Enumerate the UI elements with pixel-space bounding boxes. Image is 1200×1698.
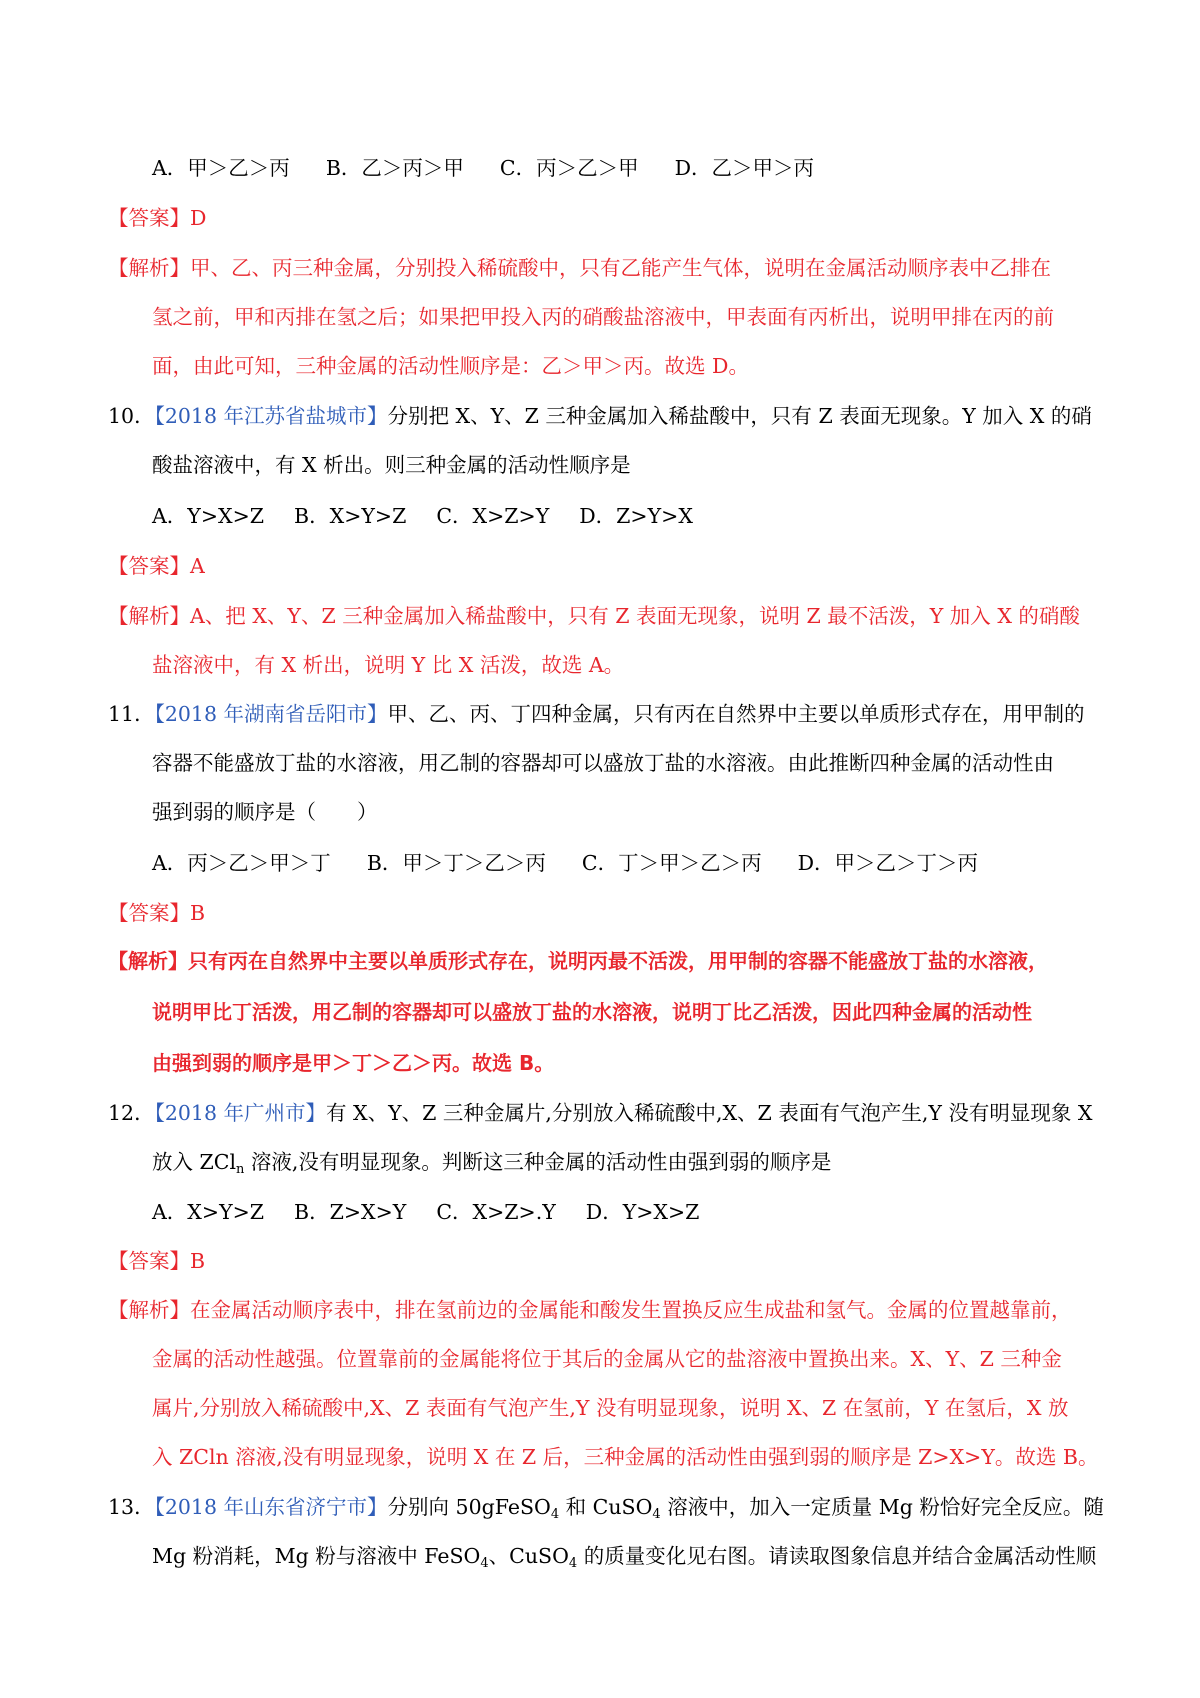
answer-label: 【答案】: [108, 901, 190, 925]
q10-option-d: D．Z>Y>X: [579, 504, 693, 528]
answer-value: B: [190, 1249, 206, 1273]
answer-label: 【答案】: [108, 1249, 190, 1273]
question-number: 13．: [108, 1495, 155, 1519]
q9-answer: [0, 198, 1200, 238]
stem-text: 放入 ZCl: [152, 1150, 237, 1174]
q10-stem-line-1: [0, 396, 1200, 436]
stem-text: 溶液,没有明显现象。判断这三种金属的活动性由强到弱的顺序是: [244, 1150, 832, 1174]
answer-value: A: [190, 554, 205, 578]
q11-stem-line-2: 容器不能盛放丁盐的水溶液，用乙制的容器却可以盛放丁盐的水溶液。由此推断四种金属的活动性由: [152, 751, 1054, 775]
analysis-label: 【解析】: [108, 949, 188, 973]
q9-option-b: B．乙＞丙＞甲: [325, 156, 464, 180]
q9-analysis-line-3: 面，由此可知，三种金属的活动性顺序是：乙＞甲＞丙。故选 D。: [152, 354, 749, 378]
stem-text: 有 X、Y、Z 三种金属片,分别放入稀硫酸中,X、Z 表面有气泡产生,Y 没有明显现象 X: [326, 1101, 1093, 1125]
q12-analysis-line-2: 金属的活动性越强。位置靠前的金属能将位于其后的金属从它的盐溶液中置换出来。X、Y、Z 三种金: [152, 1347, 1062, 1371]
q10-answer: [0, 546, 1200, 586]
q13-stem-line-1: [0, 1487, 1200, 1527]
q12-option-b: B．Z>X>Y: [294, 1200, 407, 1224]
q13-stem-line-2: [0, 1536, 1200, 1576]
q11-options: [0, 843, 1200, 883]
q12-option-d: D．Y>X>Z: [585, 1200, 700, 1224]
q12-options: [0, 1192, 1200, 1232]
stem-text: 分别向 50gFeSO: [387, 1495, 551, 1519]
q10-stem-line-2: 酸盐溶液中，有 X 析出。则三种金属的活动性顺序是: [152, 453, 631, 477]
stem-text: 和 CuSO: [559, 1495, 653, 1519]
question-number: 12．: [108, 1101, 155, 1125]
q12-answer: [0, 1241, 1200, 1281]
analysis-label: 【解析】: [108, 1298, 190, 1322]
q11-option-a: A．丙＞乙＞甲＞丁: [152, 851, 331, 875]
stem-text: 甲、乙、丙、丁四种金属，只有丙在自然界中主要以单质形式存在，用甲制的: [387, 702, 1085, 726]
stem-text: 、CuSO: [488, 1544, 569, 1568]
subscript: 4: [652, 1507, 661, 1522]
answer-value: D: [190, 206, 207, 230]
q11-analysis-line-2: 说明甲比丁活泼，用乙制的容器却可以盛放丁盐的水溶液，说明丁比乙活泼，因此四种金属的活动性: [152, 1000, 1032, 1024]
q11-analysis-line-1: [0, 941, 1200, 981]
q11-option-d: D．甲＞乙＞丁＞丙: [797, 851, 979, 875]
analysis-text: 只有丙在自然界中主要以单质形式存在，说明丙最不活泼，用甲制的容器不能盛放丁盐的水溶液，: [188, 949, 1048, 973]
analysis-label: 【解析】: [108, 604, 190, 628]
q12-stem-line-1: [0, 1093, 1200, 1133]
subscript: n: [236, 1162, 245, 1177]
q10-option-a: A．Y>X>Z: [152, 504, 265, 528]
q11-answer: [0, 893, 1200, 933]
q9-option-c: C．丙＞乙＞甲: [499, 156, 639, 180]
q12-analysis-line-1: [0, 1290, 1200, 1330]
stem-text: 的质量变化见右图。请读取图象信息并结合金属活动性顺: [577, 1544, 1097, 1568]
question-source: 【2018 年广州市】: [154, 1101, 327, 1125]
q11-stem-line-1: [0, 694, 1200, 734]
q12-option-a: A．X>Y>Z: [152, 1200, 265, 1224]
analysis-text: 在金属活动顺序表中，排在氢前边的金属能和酸发生置换反应生成盐和氢气。金属的位置越靠前，: [190, 1298, 1072, 1322]
q10-option-b: B．X>Y>Z: [294, 504, 407, 528]
q9-analysis-line-1: [0, 248, 1200, 288]
q10-analysis-line-2: 盐溶液中，有 X 析出，说明 Y 比 X 活泼，故选 A。: [152, 653, 625, 677]
subscript: 4: [480, 1556, 489, 1571]
q10-analysis-line-1: [0, 596, 1200, 636]
q11-option-b: B．甲＞丁＞乙＞丙: [366, 851, 546, 875]
subscript: 4: [550, 1507, 560, 1522]
analysis-text: 甲、乙、丙三种金属，分别投入稀硫酸中，只有乙能产生气体，说明在金属活动顺序表中乙排在: [190, 256, 1051, 280]
question-source: 【2018 年江苏省盐城市】: [154, 404, 388, 428]
q12-analysis-line-4: 入 ZCln 溶液,没有明显现象，说明 X 在 Z 后，三种金属的活动性由强到弱的顺序是 Z>X>Y。故选 B。: [152, 1445, 1099, 1469]
question-number: 11．: [108, 702, 155, 726]
stem-text: Mg 粉消耗，Mg 粉与溶液中 FeSO: [152, 1544, 481, 1568]
q10-options: [0, 496, 1200, 536]
q9-option-a: A．甲＞乙＞丙: [152, 156, 290, 180]
q9-option-d: D．乙＞甲＞丙: [674, 156, 815, 180]
q12-stem-line-2: [0, 1142, 1200, 1182]
q9-options: [0, 148, 1200, 188]
stem-text: 溶液中，加入一定质量 Mg 粉恰好完全反应。随: [660, 1495, 1104, 1519]
q11-analysis-line-3: 由强到弱的顺序是甲＞丁＞乙＞丙。故选 B。: [152, 1051, 555, 1075]
question-number: 10．: [108, 404, 155, 428]
q12-analysis-line-3: 属片,分别放入稀硫酸中,X、Z 表面有气泡产生,Y 没有明显现象，说明 X、Z 在氢前，Y 在氢后，X 放: [152, 1396, 1069, 1420]
q10-option-c: C．X>Z>Y: [436, 504, 550, 528]
analysis-text: A、把 X、Y、Z 三种金属加入稀盐酸中，只有 Z 表面无现象，说明 Z 最不活泼，Y 加入 X 的硝酸: [190, 604, 1080, 628]
q11-stem-line-3: 强到弱的顺序是（ ）: [152, 800, 378, 824]
q12-option-c: C．X>Z>.Y: [436, 1200, 556, 1224]
q9-analysis-line-2: 氢之前，甲和丙排在氢之后；如果把甲投入丙的硝酸盐溶液中，甲表面有丙析出，说明甲排在丙的前: [152, 305, 1054, 329]
question-source: 【2018 年山东省济宁市】: [154, 1495, 388, 1519]
answer-label: 【答案】: [108, 554, 190, 578]
analysis-label: 【解析】: [108, 256, 190, 280]
q11-option-c: C．丁＞甲＞乙＞丙: [581, 851, 762, 875]
question-source: 【2018 年湖南省岳阳市】: [154, 702, 388, 726]
answer-value: B: [190, 901, 206, 925]
stem-text: 分别把 X、Y、Z 三种金属加入稀盐酸中，只有 Z 表面无现象。Y 加入 X 的硝: [387, 404, 1092, 428]
answer-label: 【答案】: [108, 206, 190, 230]
subscript: 4: [568, 1556, 578, 1571]
